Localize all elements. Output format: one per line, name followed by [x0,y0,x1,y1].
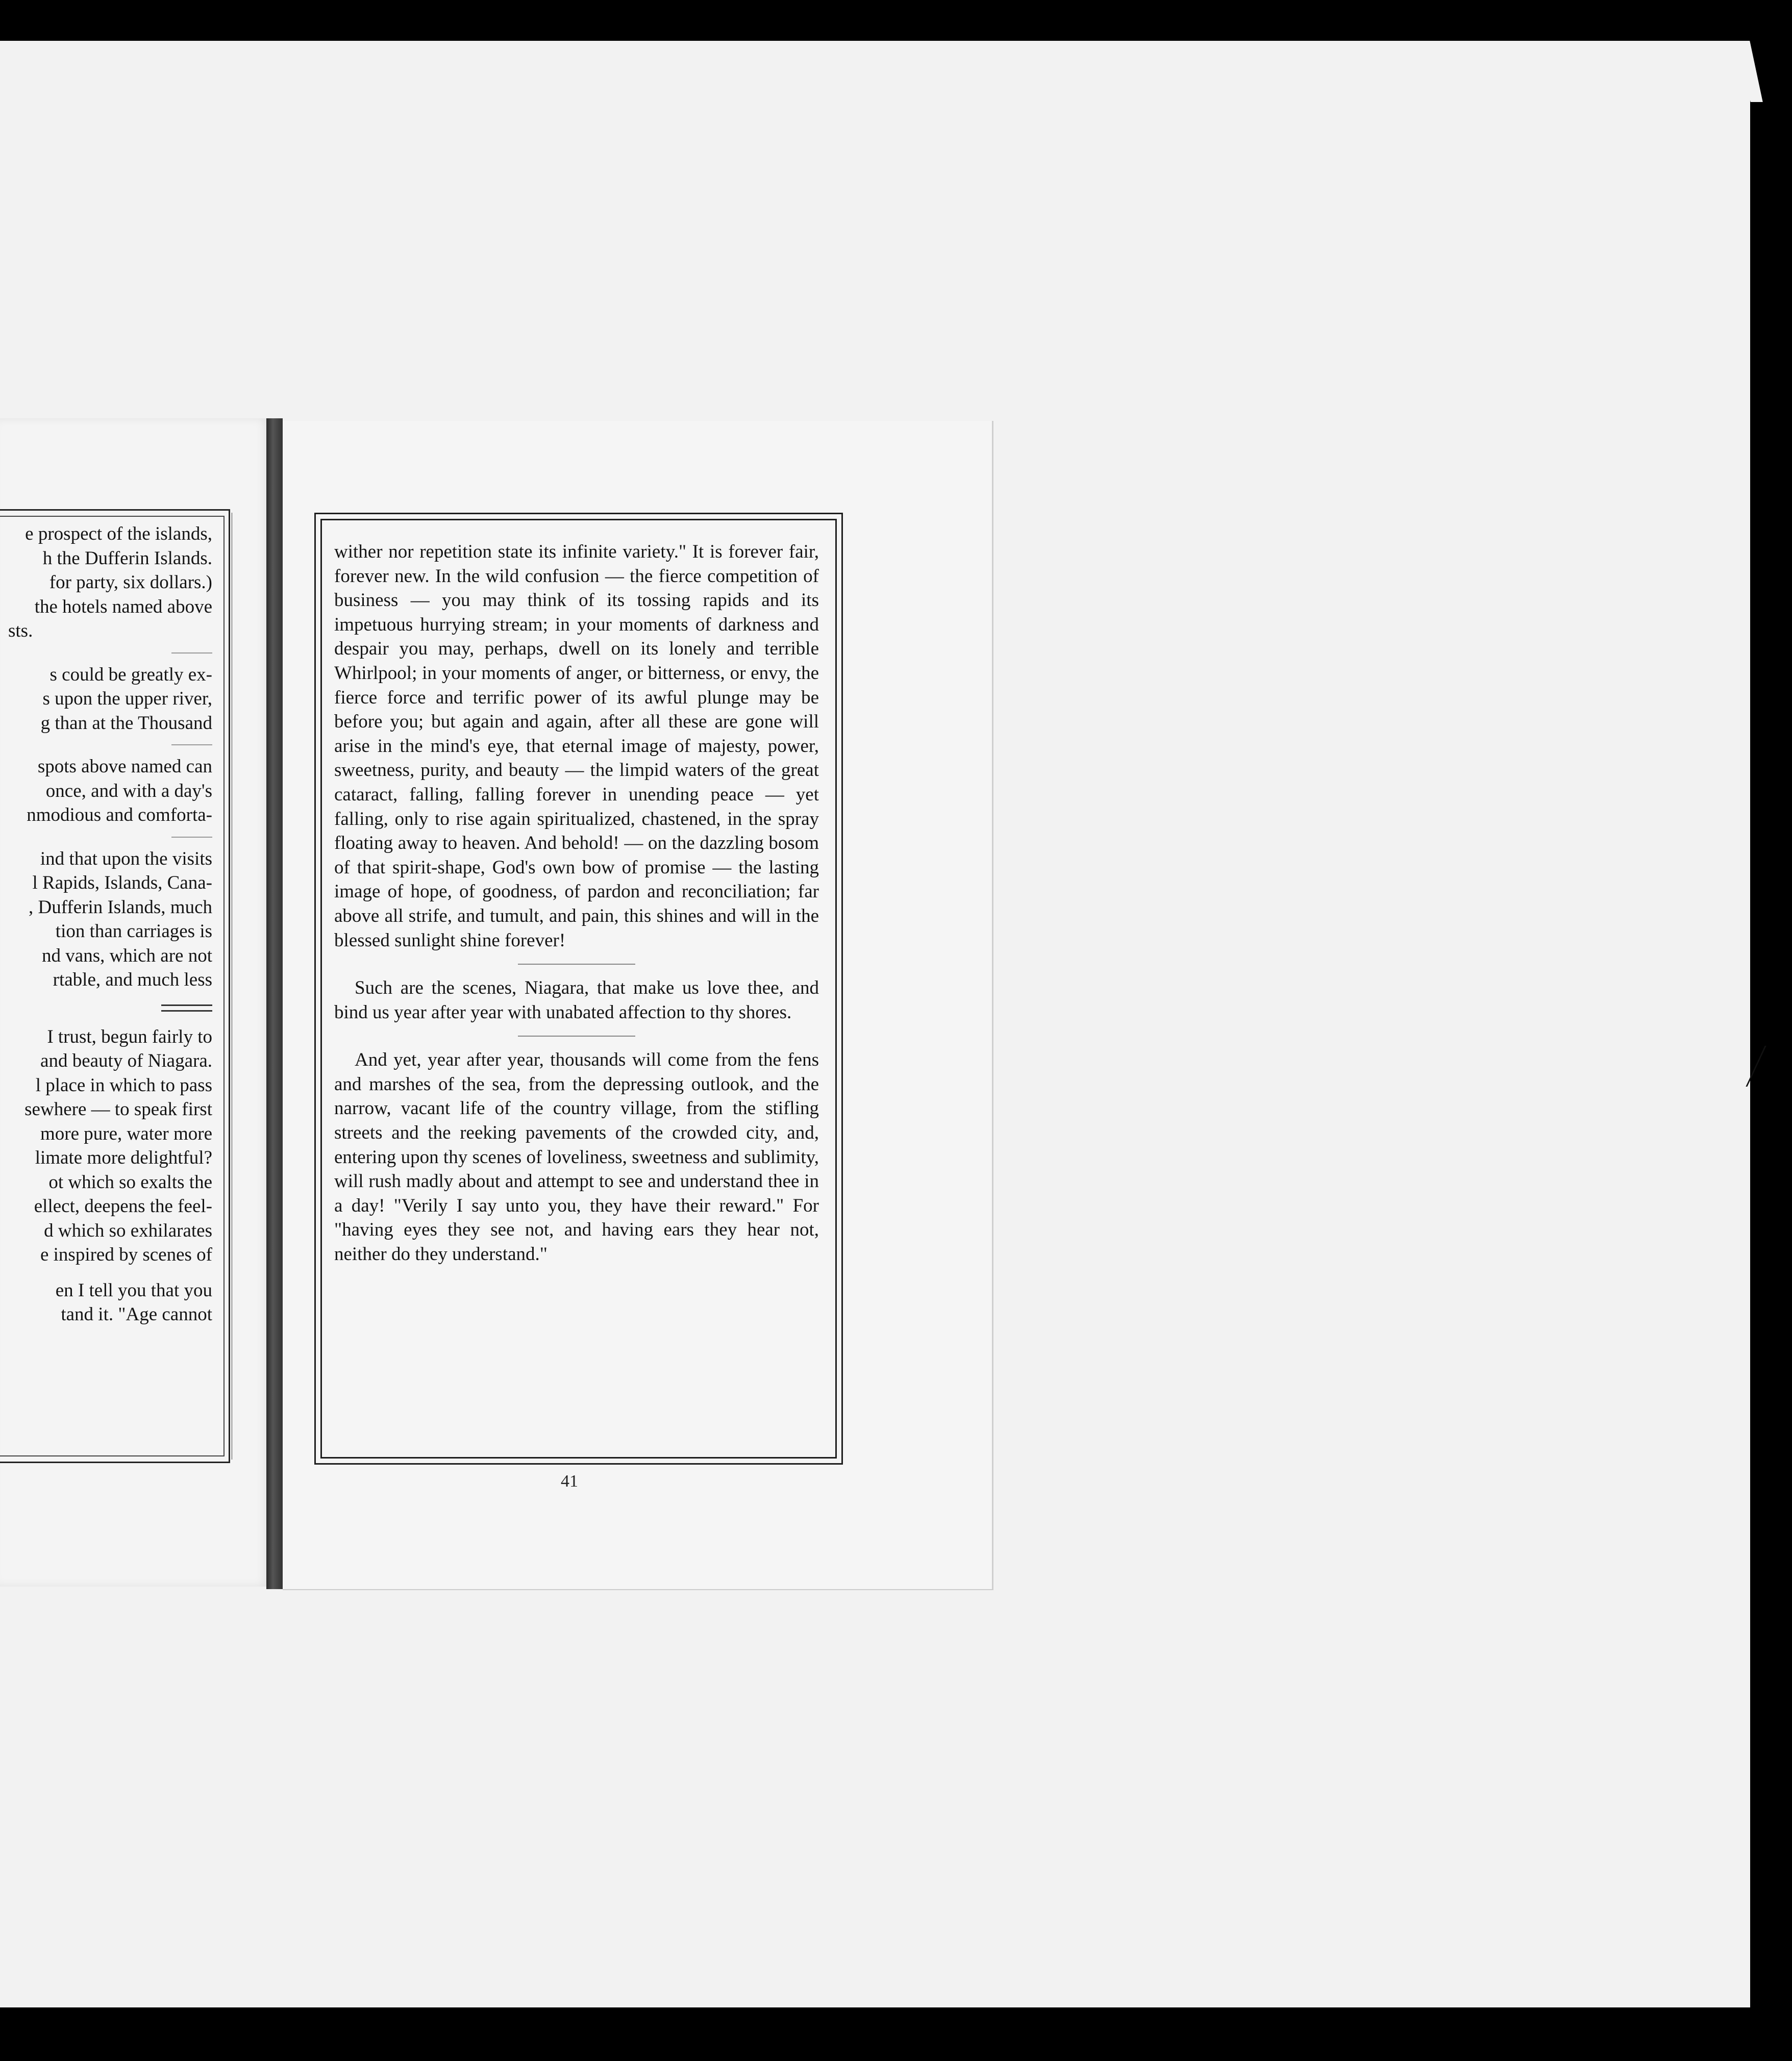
left-line: nmodious and comforta- [27,805,212,825]
left-line: ind that upon the visits [40,848,212,869]
left-line: sts. [8,620,33,641]
left-line: once, and with a day's [45,780,212,801]
section-double-rule [161,1004,212,1012]
section-rule [171,837,212,838]
left-line: limate more delightful? [35,1147,212,1168]
left-line: s could be greatly ex- [49,664,212,685]
left-line: en I tell you that you [55,1279,212,1301]
paragraph: wither nor repetition state its infinite variety." It is forever fair, forever new. In the wild confusion — the fierce competition of business — you may think of its tossing rapids and its impetuous hurrying stream; in your moments of darkness and despair you may, perhaps, dwell on its lonely and terrible Whirlpool; in your moments of anger, or bitterness, or envy, the fierce force and terrific power of its awful plunge may be before you; but again and again, after all these are gone will arise in the mind's eye, that eternal image of majesty, power, sweetness, purity, and beauty — the limpid waters of the great cataract, falling, falling forever in unending peace — yet falling, only to rise again spiritualized, chastened, in the spray floating away to heaven. And behold! — on the dazzling bosom of that spirit-shape, God's own bow of promise — the lasting image of hope, of goodness, of pardon and reconciliation; far above all strife, and tumult, and pain, this shines and will in the blessed sunlight shine forever! [334,541,819,951]
paragraph: Such are the scenes, Niagara, that make us love thee, and bind us year after year with unabated affection to thy shores. [334,977,819,1023]
left-line: tand it. "Age cannot [61,1304,212,1325]
left-line: for party, six dollars.) [49,572,212,593]
left-line: the hotels named above [34,596,212,617]
left-line: e prospect of the islands, [25,523,212,544]
left-line: I trust, begun fairly to [47,1026,212,1047]
paragraph: And yet, year after year, thousands will come from the fens and marshes of the sea, from the depressing outlook, and the narrow, vacant life of the country village, from the stifling streets and the reeking pavements of the crowded city, and, entering upon thy scenes of loveliness, sweetness and sublimity, will rush madly about and attempt to see and understand thee in a day! "Verily I say unto you, they have their reward." For "having eyes they see not, and having ears they hear not, neither do they understand." [334,1049,819,1265]
left-page [0,418,272,1587]
left-line: more pure, water more [40,1123,212,1144]
page-text [334,540,819,1267]
section-rule [171,652,212,654]
sheet-corner-tab [1737,41,1763,102]
left-line: and beauty of Niagara. [40,1050,212,1071]
left-line: l place in which to pass [35,1074,212,1096]
left-page-frame [0,509,230,1463]
book-spine [266,418,283,1589]
left-line: sewhere — to speak first [24,1099,212,1120]
page-number: 41 [561,1472,578,1491]
left-line: ellect, deepens the feel- [34,1196,212,1217]
left-line: rtable, and much less [53,969,212,990]
left-line: g than at the Thousand [40,712,212,734]
right-page [283,421,993,1590]
left-line: s upon the upper river, [42,688,212,709]
page-frame [314,513,843,1465]
paragraph-gap [8,1267,212,1278]
section-rule [518,1036,635,1037]
left-line: nd vans, which are not [42,945,212,966]
left-line: d which so exhilarates [44,1220,212,1241]
left-line: , Dufferin Islands, much [29,896,212,918]
left-line: spots above named can [37,756,212,777]
left-line: h the Dufferin Islands. [42,547,212,569]
left-line: tion than carriages is [55,921,212,942]
left-line: l Rapids, Islands, Cana- [32,872,212,893]
left-line: ot which so exalts the [48,1171,212,1193]
left-page-text [8,522,212,1327]
section-rule [518,964,635,965]
left-line: e inspired by scenes of [40,1244,212,1265]
section-rule [171,744,212,745]
